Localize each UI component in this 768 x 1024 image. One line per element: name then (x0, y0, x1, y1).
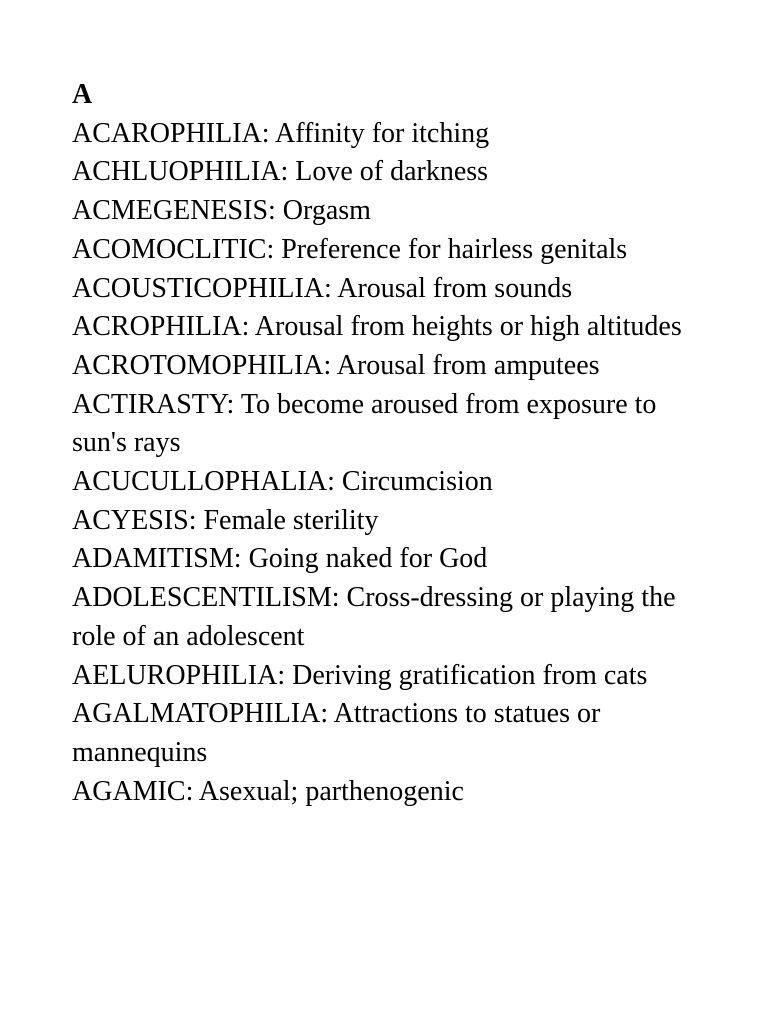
entry-term: ADAMITISM (72, 543, 234, 575)
entry-term: AELUROPHILIA (72, 659, 278, 691)
glossary-entry: ACTIRASTY: To become aroused from exposure to sun's rays (72, 388, 657, 459)
document-page (72, 76, 702, 811)
entry-definition: Asexual; parthenogenic (198, 775, 464, 807)
entry-term: AGALMATOPHILIA (72, 698, 321, 730)
entry-definition: Preference for hairless genitals (281, 233, 628, 265)
entry-definition: Arousal from amputees (336, 349, 600, 381)
section-heading: A (72, 79, 93, 110)
entry-term: ACOMOCLITIC (72, 233, 267, 265)
glossary-entry: ACOUSTICOPHILIA: Arousal from sounds (72, 272, 573, 304)
glossary-entry: ACOMOCLITIC: Preference for hairless genitals (72, 233, 628, 265)
entry-definition: To become aroused from exposure to sun's rays (72, 388, 657, 459)
entry-term: ACTIRASTY (72, 388, 227, 420)
entry-definition: Affinity for itching (275, 117, 490, 149)
entry-term: ACROPHILIA (72, 311, 242, 343)
glossary-entry: AGAMIC: Asexual; parthenogenic (72, 775, 464, 807)
entry-definition: Orgasm (282, 195, 371, 227)
entry-term: ACOUSTICOPHILIA (72, 272, 324, 304)
entry-term: ACROTOMOPHILIA (72, 349, 324, 381)
glossary-entry: ACAROPHILIA: Affinity for itching (72, 117, 490, 149)
entry-term: ACAROPHILIA (72, 117, 262, 149)
glossary-entry: AELUROPHILIA: Deriving gratification from cats (72, 659, 648, 691)
glossary-entry: ACUCULLOPHALIA: Circumcision (72, 466, 493, 498)
entry-term: ACYESIS (72, 504, 189, 536)
entry-term: ADOLESCENTILISM (72, 582, 332, 614)
entry-definition: Cross-dressing or playing the role of an adolescent (72, 582, 676, 652)
entry-definition: Love of darkness (295, 156, 489, 188)
entry-term: AGAMIC (72, 775, 186, 807)
entry-definition: Arousal from heights or high altitudes (254, 311, 682, 343)
glossary-entry: ACROTOMOPHILIA: Arousal from amputees (72, 349, 600, 381)
entry-definition: Female sterility (203, 504, 379, 536)
entry-definition: Going naked for God (248, 543, 488, 575)
glossary-entry: ADOLESCENTILISM: Cross-dressing or playing the role of an adolescent (72, 582, 676, 652)
glossary-list (72, 115, 702, 812)
entry-term: ACUCULLOPHALIA (72, 466, 328, 498)
entry-definition: Attractions to statues or mannequins (72, 698, 601, 768)
entry-term: ACMEGENESIS (72, 195, 269, 227)
entry-term: ACHLUOPHILIA (72, 156, 281, 188)
glossary-entry: ACYESIS: Female sterility (72, 504, 379, 536)
entry-definition: Arousal from sounds (337, 272, 573, 304)
glossary-entry: ACHLUOPHILIA: Love of darkness (72, 156, 489, 188)
glossary-entry: ACMEGENESIS: Orgasm (72, 195, 371, 227)
entry-definition: Circumcision (341, 466, 493, 498)
glossary-entry: ADAMITISM: Going naked for God (72, 543, 488, 575)
glossary-entry: ACROPHILIA: Arousal from heights or high altitudes (72, 311, 682, 343)
entry-definition: Deriving gratification from cats (292, 659, 648, 691)
glossary-entry: AGALMATOPHILIA: Attractions to statues or mannequins (72, 698, 601, 768)
